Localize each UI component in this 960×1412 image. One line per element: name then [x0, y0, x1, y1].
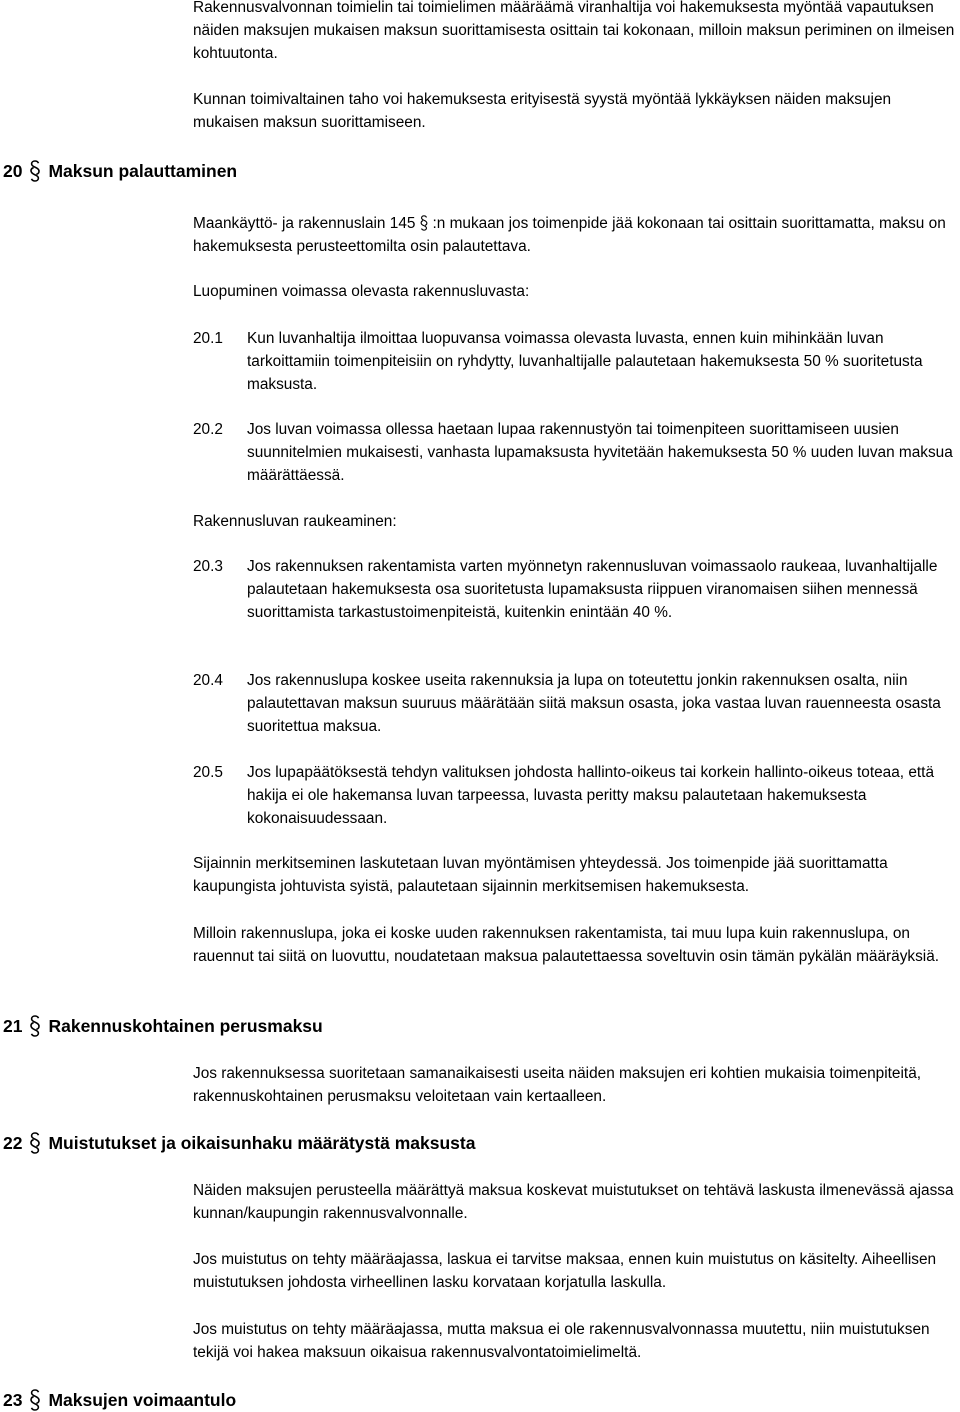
- section-23-title: Maksujen voimaantulo: [48, 1390, 237, 1410]
- paragraph-vapautus: Rakennusvalvonnan toimielin tai toimielimen määräämä viranhaltija voi hakemuksesta myöntää vapautuksen näiden maksujen mukaisen maksun suorittamisesta osittain tai kokonaan, milloin maksun periminen on ilmeisen kohtuutonta.: [193, 0, 955, 62]
- item-number: 20.3: [193, 558, 223, 575]
- item-text: Jos rakennuksen rakentamista varten myönnetyn rakennusluvan voimassaolo raukeaa, luvanhaltijalle palautetaan hakemuksesta osa suoritetusta lupamaksusta riippuen viranomaisen siihen mennessä suorittamista tarkastustoimenpiteistä, kuitenkin enintään 40 %.: [247, 558, 938, 621]
- section-sign-icon: [28, 1132, 42, 1154]
- section-23-heading: [3, 1388, 236, 1412]
- section-21-number: 21: [3, 1016, 23, 1036]
- subheading-luopuminen: Luopuminen voimassa olevasta rakennusluvasta:: [193, 283, 530, 300]
- paragraph-muistutukset: Näiden maksujen perusteella määrättyä maksua koskevat muistutukset on tehtävä laskusta ilmenevässä ajassa kunnan/kaupungin rakennusvalvonnalle.: [193, 1182, 954, 1222]
- item-text: Jos luvan voimassa ollessa haetaan lupaa rakennustyön tai toimenpiteen suorittamiseen uusien suunnitelmien mukaisesti, vanhasta lupamaksusta hyvitetään hakemuksesta 50 % uuden luvan maksua määrättäessä.: [247, 421, 953, 484]
- intro-text-before: Maankäyttö- ja rakennuslain 145: [193, 215, 416, 232]
- item-number: 20.5: [193, 764, 223, 781]
- section-22-number: 22: [3, 1133, 23, 1153]
- item-number: 20.1: [193, 330, 223, 347]
- item-text: Kun luvanhaltija ilmoittaa luopuvansa voimassa olevasta luvasta, ennen kuin mihinkään luvan tarkoittamiin toimenpiteisiin on ryhdytty, luvanhaltijalle palautetaan hakemuksesta 50 % suoritetusta maksusta.: [247, 330, 923, 393]
- section-23-number: 23: [3, 1390, 23, 1410]
- section-sign-icon: [419, 214, 429, 232]
- section-21-title: Rakennuskohtainen perusmaksu: [48, 1016, 323, 1036]
- paragraph-milloin: Milloin rakennuslupa, joka ei koske uuden rakennuksen rakentamista, tai muu lupa kuin rakennuslupa, on rauennut tai siitä on luovuttu, noudatetaan maksua palautettaessa soveltuvin osin tämän pykälän määräyksiä.: [193, 925, 940, 965]
- section-sign-icon: [28, 160, 42, 182]
- section-22-heading: [3, 1131, 475, 1155]
- item-number: 20.2: [193, 421, 223, 438]
- section-20-heading: [3, 159, 237, 183]
- subheading-raukeaminen: Rakennusluvan raukeaminen:: [193, 513, 397, 530]
- paragraph-palautus-intro: [193, 212, 959, 258]
- intro-text-after: :n mukaan jos toimenpide jää kokonaan tai osittain suorittamatta, maksu on hakemuksesta perusteettomilta osin palautettava.: [193, 215, 946, 255]
- section-20-number: 20: [3, 161, 23, 181]
- item-text: Jos rakennuslupa koskee useita rakennuksia ja lupa on toteutettu jonkin rakennuksen osalta, niin palautettavan maksun suuruus määrätään siitä maksun osasta, joka vastaa luvan rauenneesta osasta suoritettua maksua.: [247, 672, 941, 735]
- section-22-title: Muistutukset ja oikaisunhaku määrätystä maksusta: [48, 1133, 476, 1153]
- item-number: 20.4: [193, 672, 223, 689]
- paragraph-lykkays: Kunnan toimivaltainen taho voi hakemuksesta erityisestä syystä myöntää lykkäyksen näiden maksujen mukaisen maksun suorittamiseen.: [193, 91, 892, 131]
- section-21-heading: [3, 1014, 323, 1038]
- item-text: Jos lupapäätöksestä tehdyn valituksen johdosta hallinto-oikeus tai korkein hallinto-oikeus toteaa, että hakija ei ole hakemansa luvan tarpeessa, luvasta peritty maksu palautetaan hakemuksesta kokonaisuudessaan.: [247, 764, 935, 827]
- section-sign-icon: [28, 1389, 42, 1411]
- section-20-title: Maksun palauttaminen: [48, 161, 238, 181]
- paragraph-perusmaksu: Jos rakennuksessa suoritetaan samanaikaisesti useita näiden maksujen eri kohtien mukaisia toimenpiteitä, rakennuskohtainen perusmaksu veloitetaan vain kertaalleen.: [193, 1065, 922, 1105]
- paragraph-sijainti: Sijainnin merkitseminen laskutetaan luvan myöntämisen yhteydessä. Jos toimenpide jää suorittamatta kaupungista johtuvista syistä, palautetaan sijainnin merkitsemisen hakemuksesta.: [193, 855, 888, 895]
- paragraph-maaraaika: Jos muistutus on tehty määräajassa, laskua ei tarvitse maksaa, ennen kuin muistutus on käsitelty. Aiheellisen muistutuksen johdosta virheellinen lasku korvataan korjatulla laskulla.: [193, 1251, 937, 1291]
- section-sign-icon: [28, 1015, 42, 1037]
- paragraph-oikaisu: Jos muistutus on tehty määräajassa, mutta maksua ei ole rakennusvalvonnassa muutettu, niin muistutuksen tekijä voi hakea maksuun oikaisua rakennusvalvontatoimielimeltä.: [193, 1321, 930, 1361]
